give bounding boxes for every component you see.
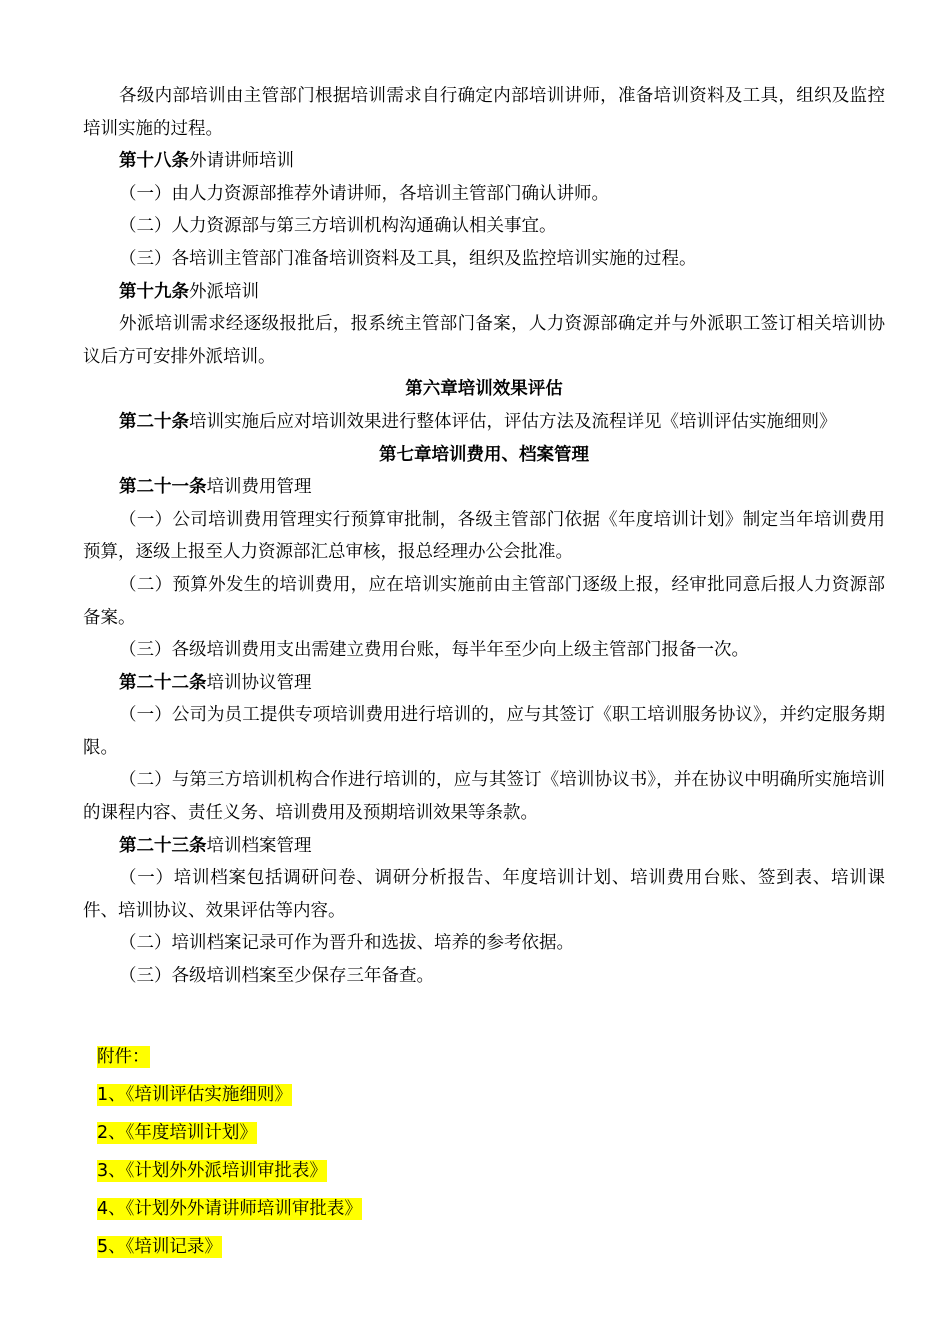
article-22 (83, 667, 885, 700)
article-title: 第二十一条 (119, 477, 207, 498)
article-heading: 外派培训 (189, 281, 259, 302)
article-heading: 培训费用管理 (206, 477, 312, 498)
attachment-item (97, 1114, 362, 1152)
article-heading: 培训协议管理 (206, 672, 312, 693)
clause: （一）公司培训费用管理实行预算审批制，各级主管部门依据《年度培训计划》制定当年培训费用预算，逐级上报至人力资源部汇总审核，报总经理办公会批准。 (83, 509, 885, 563)
article-18 (83, 145, 885, 178)
attachment-item (97, 1228, 362, 1266)
attachment-item-text: 4、《计划外外请讲师培训审批表》 (97, 1199, 362, 1219)
article-title: 第二十三条 (119, 835, 207, 856)
clause: （二）培训档案记录可作为晋升和选拔、培养的参考依据。 (119, 933, 574, 954)
attachment-item (97, 1190, 362, 1228)
article-title: 第二十条 (119, 411, 189, 432)
article-title: 第二十二条 (119, 672, 207, 693)
attachment-item-text: 1、《培训评估实施细则》 (97, 1085, 292, 1105)
attachment-item (97, 1152, 362, 1190)
article-20 (83, 406, 885, 439)
clause: （一）由人力资源部推荐外请讲师，各培训主管部门确认讲师。 (119, 183, 609, 204)
clause: （一）培训档案包括调研问卷、调研分析报告、年度培训计划、培训费用台账、签到表、培训课件、培训协议、效果评估等内容。 (83, 868, 885, 921)
article-heading: 培训档案管理 (206, 835, 312, 856)
article-heading: 外请讲师培训 (189, 151, 294, 172)
paragraph: 外派培训需求经逐级报批后，报系统主管部门备案，人力资源部确定并与外派职工签订相关培训协议后方可安排外派培训。 (83, 314, 885, 367)
article-title: 第十九条 (119, 281, 189, 302)
article-19 (83, 276, 885, 309)
attachments-title-text: 附件： (97, 1047, 150, 1067)
attachment-item-text: 3、《计划外外派培训审批表》 (97, 1161, 327, 1181)
chapter-heading-7: 第七章培训费用、档案管理 (379, 444, 589, 465)
clause: （二）预算外发生的培训费用，应在培训实施前由主管部门逐级上报，经审批同意后报人力资源部备案。 (83, 574, 885, 628)
paragraph: 各级内部培训由主管部门根据培训需求自行确定内部培训讲师，准备培训资料及工具，组织及监控培训实施的过程。 (83, 86, 885, 139)
chapter-heading-6: 第六章培训效果评估 (405, 379, 563, 400)
document-body (83, 80, 885, 993)
attachments-list (97, 1038, 362, 1266)
clause: （三）各级培训费用支出需建立费用台账，每半年至少向上级主管部门报备一次。 (119, 640, 749, 661)
article-21 (83, 471, 885, 504)
clause: （三）各级培训档案至少保存三年备查。 (119, 966, 434, 987)
clause: （二）人力资源部与第三方培训机构沟通确认相关事宜。 (119, 216, 557, 237)
attachments-title (97, 1038, 362, 1076)
article-23 (83, 830, 885, 863)
clause: （一）公司为员工提供专项培训费用进行培训的，应与其签订《职工培训服务协议》，并约定服务期限。 (83, 705, 885, 758)
clause: （二）与第三方培训机构合作进行培训的，应与其签订《培训协议书》，并在协议中明确所实施培训的课程内容、责任义务、培训费用及预期培训效果等条款。 (83, 770, 885, 824)
attachment-item-text: 2、《年度培训计划》 (97, 1123, 257, 1143)
clause: （三）各培训主管部门准备培训资料及工具，组织及监控培训实施的过程。 (119, 248, 697, 269)
attachment-item-text: 5、《培训记录》 (97, 1237, 222, 1257)
article-title: 第十八条 (119, 151, 189, 172)
article-text: 培训实施后应对培训效果进行整体评估，评估方法及流程详见《培训评估实施细则》 (189, 411, 837, 432)
attachment-item (97, 1076, 362, 1114)
